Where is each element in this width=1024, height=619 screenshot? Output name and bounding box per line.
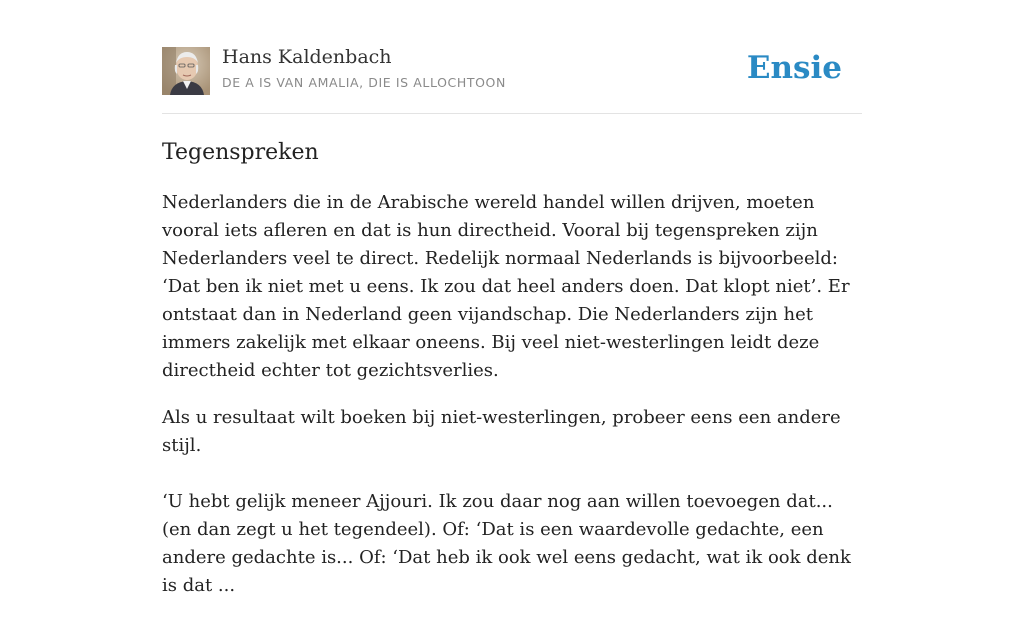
author-photo-icon (162, 47, 210, 95)
author-name[interactable]: Hans Kaldenbach (222, 46, 392, 68)
avatar[interactable] (162, 47, 210, 95)
brand-logo[interactable]: Ensie (746, 50, 842, 86)
header-divider (162, 113, 862, 114)
article-body (162, 136, 862, 619)
article-title: Tegenspreken (162, 140, 319, 165)
paragraph: ‘U hebt gelijk meneer Ajjouri. Ik zou daar nog aan willen toevoegen dat... (en dan zegt u het tegendeel). Of: ‘Dat is een waardevolle gedachte, een andere gedachte is... Of: ‘Dat heb ik ook wel eens gedacht, wat ik ook denk is dat ... (162, 491, 851, 596)
article-subtitle: DE A IS VAN AMALIA, DIE IS ALLOCHTOON (222, 75, 506, 90)
paragraph: Als u resultaat wilt boeken bij niet-westerlingen, probeer eens een andere stijl. (162, 407, 841, 456)
paragraph: Nederlanders die in de Arabische wereld handel willen drijven, moeten vooral iets afleren en dat is hun directheid. Vooral bij tegenspreken zijn Nederlanders veel te direct. Redelijk normaal Nederlands is bijvoorbeeld: ‘Dat ben ik niet met u eens. Ik zou dat heel anders doen. Dat klopt niet’. Er ontstaat dan in Nederland geen vijandschap. Die Nederlanders zijn het immers zakelijk met elkaar oneens. Bij veel niet-westerlingen leidt deze directheid echter tot gezichtsverlies. (162, 192, 850, 381)
author-header (162, 46, 862, 96)
